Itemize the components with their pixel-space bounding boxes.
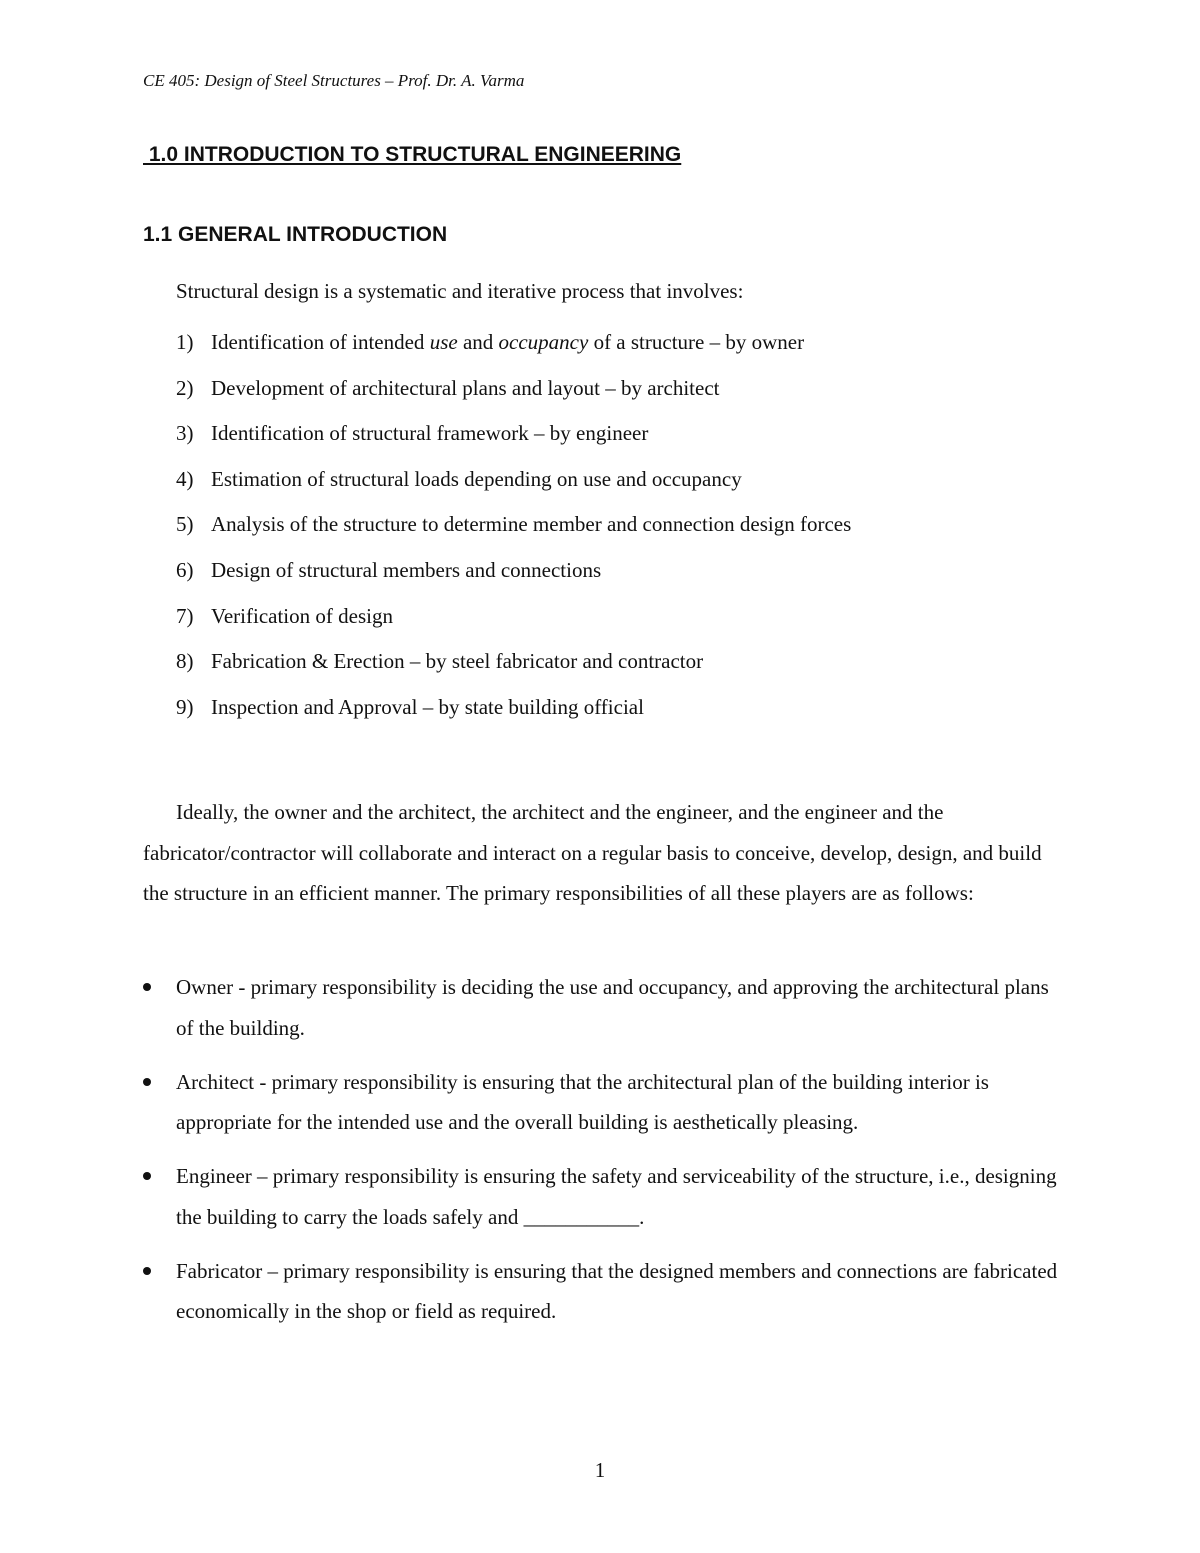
running-header: CE 405: Design of Steel Structures – Prof. Dr. A. Varma bbox=[143, 71, 525, 90]
step-text: Development of architectural plans and layout – by architect bbox=[211, 375, 720, 400]
list-item bbox=[143, 1062, 1058, 1143]
intro-text: Structural design is a systematic and iterative process that involves: bbox=[176, 279, 744, 303]
list-item bbox=[143, 967, 1058, 1048]
bullet-icon bbox=[143, 1078, 151, 1086]
chapter-title: 1.0 INTRODUCTION TO STRUCTURAL ENGINEERING bbox=[143, 143, 682, 166]
step-number: 6) bbox=[176, 557, 194, 582]
step-number: 7) bbox=[176, 603, 194, 628]
role-text: Engineer – primary responsibility is ensuring the safety and serviceability of the structure, i.e., designing the building to carry the loads safely and ___________. bbox=[176, 1164, 1057, 1229]
list-item bbox=[143, 1156, 1058, 1237]
bullet-icon bbox=[143, 1267, 151, 1275]
section-title: 1.1 GENERAL INTRODUCTION bbox=[143, 223, 448, 246]
step-text: Verification of design bbox=[211, 603, 393, 628]
step-text: Fabrication & Erection – by steel fabricator and contractor bbox=[211, 649, 704, 674]
step-number: 3) bbox=[176, 421, 194, 446]
emphasis-occupancy: occupancy bbox=[498, 330, 589, 354]
bullet-icon bbox=[143, 1172, 151, 1180]
emphasis-use: use bbox=[429, 330, 458, 354]
role-text: Owner - primary responsibility is deciding the use and occupancy, and approving the architectural plans of the building. bbox=[176, 975, 1049, 1040]
responsibilities-list bbox=[143, 967, 1058, 1345]
step-text: Design of structural members and connections bbox=[211, 557, 602, 582]
step-number: 2) bbox=[176, 375, 194, 400]
step-number: 8) bbox=[176, 649, 194, 674]
step-number: 5) bbox=[176, 512, 194, 537]
page-number: 1 bbox=[594, 1458, 606, 1482]
role-text: Fabricator – primary responsibility is ensuring that the designed members and connections are fabricated economically in the shop or field as required. bbox=[176, 1258, 1058, 1323]
body-paragraph: Ideally, the owner and the architect, the architect and the engineer, and the engineer and the fabricator/contractor will collaborate and interact on a regular basis to conceive, develop, design, and build the structure in an efficient manner. The primary responsibilities of all these players are as follows: bbox=[143, 800, 1042, 905]
step-text: Identification of structural framework – by engineer bbox=[211, 421, 649, 446]
step-text: Estimation of structural loads depending on use and occupancy bbox=[211, 466, 742, 491]
bullet-icon bbox=[143, 983, 151, 991]
step-number: 1) bbox=[176, 330, 194, 354]
step-text: Analysis of the structure to determine member and connection design forces bbox=[211, 512, 852, 537]
step-number: 4) bbox=[176, 466, 194, 491]
step-text: Identification of intended use and occupancy of a structure – by owner bbox=[211, 330, 805, 354]
step-text: Inspection and Approval – by state building official bbox=[211, 694, 644, 719]
step-number: 9) bbox=[176, 694, 194, 719]
list-item bbox=[143, 1251, 1058, 1332]
role-text: Architect - primary responsibility is ensuring that the architectural plan of the building interior is appropriate for the intended use and the overall building is aesthetically pleasing. bbox=[176, 1069, 989, 1134]
